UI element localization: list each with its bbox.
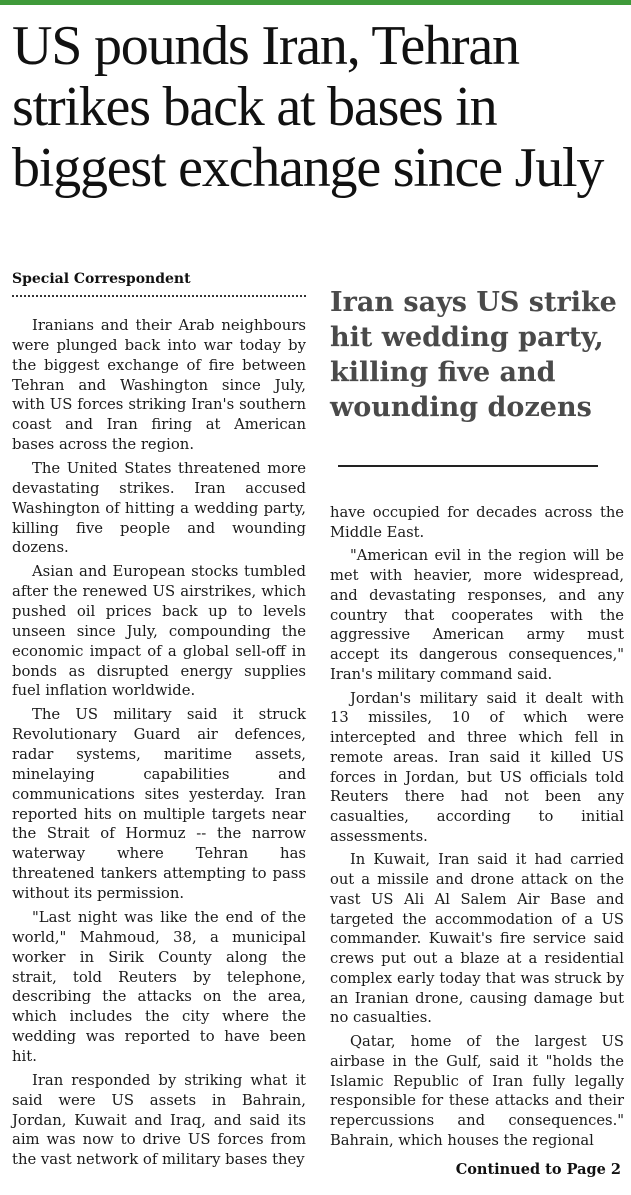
body-paragraph: Asian and European stocks tumbled after the renewed US airstrikes, which pushed oil prices back up to levels unseen since July, compounding the economic impact of a global sell-off in bonds as disrupted energy supplies fuel inflation worldwide. xyxy=(12,563,306,700)
left-column xyxy=(12,316,306,1174)
body-paragraph: Jordan's military said it dealt with 13 missiles, 10 of which were intercepted and three which fell in remote areas. Iran said it killed US forces in Jordan, but US officials told Reuters there had not been any casualties, according to initial assessments. xyxy=(330,689,624,845)
headline: US pounds Iran, Tehran strikes back at bases in biggest exchange since July xyxy=(12,15,604,199)
body-paragraph: Qatar, home of the largest US airbase in the Gulf, said it "holds the Islamic Republic of Iran fully legally responsible for these attacks and their repercussions and consequences." Bahrain, which houses the regional xyxy=(330,1033,624,1149)
subhead-rule xyxy=(338,465,598,467)
body-paragraph: have occupied for decades across the Middle East. xyxy=(330,504,624,541)
body-paragraph: "Last night was like the end of the world," Mahmoud, 38, a municipal worker in Sirik County along the strait, told Reuters by telephone, describing the attacks on the area, which includes the city where the wedding was reported to have been hit. xyxy=(12,908,306,1065)
byline-dotted-rule xyxy=(12,295,306,297)
continued-link[interactable]: Continued to Page 2 xyxy=(455,1161,621,1178)
top-color-rule xyxy=(0,0,631,5)
body-paragraph: The United States threatened more devastating strikes. Iran accused Washington of hitting a wedding party, killing five people and wounding dozens. xyxy=(12,460,306,557)
right-column xyxy=(330,503,624,1155)
body-paragraph: The US military said it struck Revolutionary Guard air defences, radar systems, maritime assets, minelaying capabilities and communications sites yesterday. Iran reported hits on multiple targets near the Strait of Hormuz -- the narrow waterway where Tehran has threatened tankers attempting to pass without its permission. xyxy=(12,706,306,903)
body-paragraph: "American evil in the region will be met with heavier, more widespread, and devastating responses, and any country that cooperates with the aggressive American army must accept its dangerous consequences," Iran's military command said. xyxy=(330,547,624,683)
body-paragraph: Iranians and their Arab neighbours were plunged back into war today by the biggest exchange of fire between Tehran and Washington since July, with US forces striking Iran's southern coast and Iran firing at American bases across the region. xyxy=(12,317,306,454)
body-paragraph: In Kuwait, Iran said it had carried out a missile and drone attack on the vast US Ali Al Salem Air Base and targeted the accommodation of a US commander. Kuwait's fire service said crews put out a blaze at a residential complex early today that was struck by an Iranian drone, causing damage but no casualties. xyxy=(330,851,624,1027)
byline: Special Correspondent xyxy=(12,271,191,287)
body-paragraph: Iran responded by striking what it said were US assets in Bahrain, Jordan, Kuwait and Iraq, and said its aim was now to drive US forces from the vast network of military bases they xyxy=(12,1071,306,1169)
subheadline: Iran says US strike hit wedding party, killing five and wounding dozens xyxy=(330,287,617,423)
